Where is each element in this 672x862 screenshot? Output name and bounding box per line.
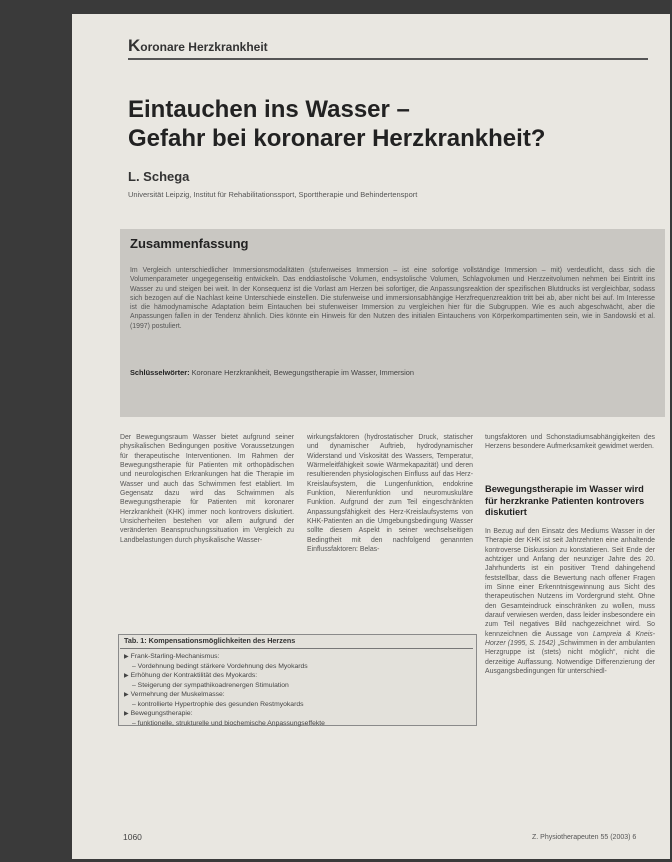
table-subitem-text: Steigerung der sympathikoadrenergen Stimulation bbox=[137, 682, 289, 689]
table-subitem-text: funktionelle, strukturelle und biochemische Anpassungseffekte bbox=[137, 720, 325, 727]
triangle-bullet-icon: ▶ bbox=[124, 673, 129, 679]
triangle-bullet-icon: ▶ bbox=[124, 692, 129, 698]
table-subitem: – Steigerung der sympathikoadrenergen Stimulation bbox=[132, 682, 289, 689]
table-item-label: Erhöhung der Kontraktilität des Myokards: bbox=[130, 672, 258, 679]
table-subitem: – kontrollierte Hypertrophie des gesunden Restmyokards bbox=[132, 701, 304, 708]
body-column-2: wirkungsfaktoren (hydrostatischer Druck, statischer und dynamischer Auftrieb, hydrodynamischer Widerstand und Viskosität des Wassers, Temperatur, Wärmeleitfähigkeit sowie Wärmekapazität) und deren resultierenden physiologischen Einfluss auf das Herz-Kreislaufsystem, die Lungenfunktion, endokrine Funktion, Nierenfunktion und neuromuskuläre Funktion. Aufgrund der zum Teil eingeschränkten Anpassungsfähigkeit des Herz-Kreislaufsystems von KHK-Patienten an die Umgebungsbedingung Wasser sollte diesem Aspekt in seiner wechselseitigen Bedingtheit mit den nachfolgend genannten Einflussfaktoren: Belas- bbox=[307, 434, 473, 554]
triangle-bullet-icon: ▶ bbox=[124, 654, 129, 660]
table-divider bbox=[120, 648, 473, 649]
table-item bbox=[124, 709, 469, 719]
keywords-label: Schlüsselwörter: bbox=[130, 368, 190, 377]
table-list bbox=[124, 652, 469, 728]
subsection-heading: Bewegungstherapie im Wasser wird für herzkranke Patienten kontrovers diskutiert bbox=[485, 484, 645, 517]
table-subitem: – funktionelle, strukturelle und biochemische Anpassungseffekte bbox=[132, 720, 325, 727]
body-column-3-top: tungsfaktoren und Schonstadiumsabhängigkeiten des Herzens besondere Aufmerksamkeit gewidmet werden. bbox=[485, 434, 655, 451]
citation: Lampreia & Kneis-Horzer (1995, S. 1542) bbox=[485, 630, 655, 648]
section-heading bbox=[128, 36, 648, 60]
body-column-3-text bbox=[485, 527, 655, 677]
abstract-text: Im Vergleich unterschiedlicher Immersionsmodalitäten (stufenweises Immersion – ist eine sofortige vollständige Immersion – mit) verdeutlicht, dass sich die Volumenparameter ungegegenseitig entwickeln. Das enddiastolische Volumen, endsystolische Volumen, Schlagvolumen und Herzzeitvolumen nehmen bei Eintritt ins Wasser zu und steigen bei weit. In der Konsequenz ist die Vorlast am Herzen bei sofortiger, die Anpassungsreaktion der spezifischen Blutdrucks ist vergleichbar, sodass sich bezogen auf die Nachlast keine Unterschiede einstellen. Die stufenweise und immersionsabhängige Herzfrequenzreaktion tritt bei ab, aber nicht bei auf. Im Interesse ist die hämodynamische Adaptation beim Eintauchen bei stufenweiser Immersion zu vergleichen hier für die Subgruppen. Wie es auch abgeschwächt, aber die Anpassungen fallen in der Tendenz ähnlich. Dies könnte ein Hinweis für den Nutzen des initialen Eintauchens von Körperkompartimenten sein, wie in Sandowski et al. (1997) postuliert. bbox=[130, 267, 655, 330]
keywords-list: Koronare Herzkrankheit, Bewegungstherapie im Wasser, Immersion bbox=[191, 368, 414, 377]
body-column-3-text-b: „Schwimmen in der ambulanten Herzgruppe ist (stets) nicht möglich“, nicht die derzeitige Auffassung. Notwendige Differenzierung der Ausgangsbedingungen für unterschiedl- bbox=[485, 640, 655, 676]
table-item bbox=[124, 671, 469, 681]
table-item-label: Frank-Starling-Mechanismus: bbox=[130, 653, 220, 660]
section-heading-rest: oronare Herzkrankheit bbox=[140, 40, 268, 54]
triangle-bullet-icon: ▶ bbox=[124, 711, 129, 717]
abstract-heading: Zusammenfassung bbox=[130, 236, 249, 251]
page-number: 1060 bbox=[123, 832, 142, 842]
author-affiliation: Universität Leipzig, Institut für Rehabilitationssport, Sporttherapie und Behindertensport bbox=[128, 190, 418, 199]
body-column-3-text-a: In Bezug auf den Einsatz des Mediums Wasser in der Therapie der KHK ist seit Jahrzehnten eine anhaltende kontroverse Diskussion zu konstatieren. Seit Ende der achtziger und Anfang der neunziger Jahre des 20. Jahrhunderts ist ein positiver Trend dahingehend feststellbar, dass die Bewertung nach offener Fragen im Sinne einer Erkenntnisgewinnung aus Sicht des therapeutischen Nutzens im Vordergrund steht. Ohne den Gesamteindruck einschränken zu wollen, muss darauf verwiesen werden, dass leider insbesondere ein zum Teil negatives Bild nachgezeichnet wird. So kennzeichnen die Aussage von bbox=[485, 528, 655, 638]
journal-citation: Z. Physiotherapeuten 55 (2003) 6 bbox=[532, 834, 637, 841]
table-subitem: – Vordehnung bedingt stärkere Vordehnung des Myokards bbox=[132, 663, 308, 670]
table-item bbox=[124, 690, 469, 700]
article-title-line-1: Eintauchen ins Wasser – bbox=[128, 96, 410, 123]
author-name: L. Schega bbox=[128, 169, 190, 184]
keywords bbox=[130, 368, 655, 377]
table-item-label: Vermehrung der Muskelmasse: bbox=[130, 691, 225, 698]
table-subitem-text: Vordehnung bedingt stärkere Vordehnung des Myokards bbox=[137, 663, 308, 670]
article-title-line-2: Gefahr bei koronarer Herzkrankheit? bbox=[128, 125, 546, 152]
body-column-1: Der Bewegungsraum Wasser bietet aufgrund seiner physikalischen Bedingungen positive Voraussetzungen für therapeutische Interventionen. Im Rahmen der Bewegungstherapie für Patienten mit orthopädischen und neurologischen Erkrankungen hat die Therapie im Wasser und auch das Schwimmen fest etabliert. Im Gegensatz dazu wird das Schwimmen als Bewegungstherapie für Patienten mit koronarer Herzkrankheit (KHK) immer noch kontrovers diskutiert. Unsicherheiten bestehen vor allem aufgrund der veränderten Beanspruchungssituation im Vergleich zu Landbelastungen durch physikalische Wasser- bbox=[120, 434, 294, 544]
table-subitem-text: kontrollierte Hypertrophie des gesunden Restmyokards bbox=[137, 701, 304, 708]
table-item bbox=[124, 652, 469, 662]
table-title: Tab. 1: Kompensationsmöglichkeiten des Herzens bbox=[124, 636, 296, 645]
article-title bbox=[128, 95, 648, 153]
section-heading-initial: K bbox=[128, 36, 141, 55]
table-item-label: Bewegungstherapie: bbox=[130, 710, 193, 717]
